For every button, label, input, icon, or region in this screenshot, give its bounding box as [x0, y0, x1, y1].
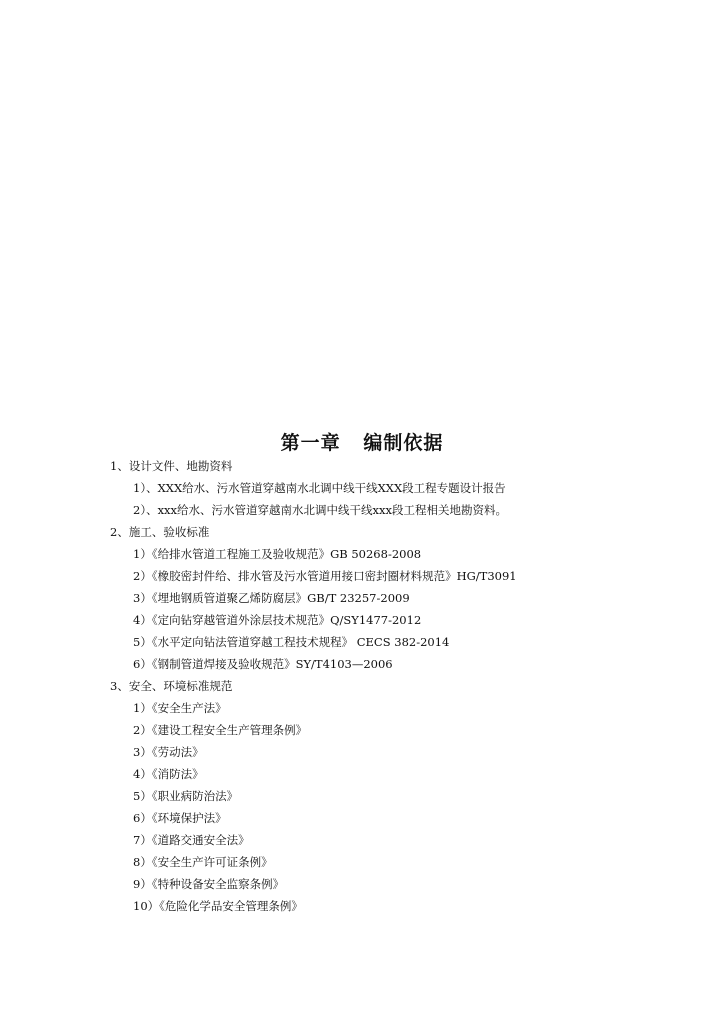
list-item: 4）《消防法》 — [133, 767, 204, 781]
list-item: 5）《职业病防治法》 — [133, 789, 239, 803]
list-item: 1）、XXX给水、污水管道穿越南水北调中线干线XXX段工程专题设计报告 — [133, 481, 506, 495]
list-item: 5）《水平定向钻法管道穿越工程技术规程》 CECS 382-2014 — [133, 635, 450, 649]
list-item: 10）《危险化学品安全管理条例》 — [133, 899, 303, 913]
section-heading-design-files: 1、设计文件、地勘资料 — [110, 459, 233, 473]
section-heading-safety-environment: 3、安全、环境标准规范 — [110, 679, 233, 693]
list-item: 2）、xxx给水、污水管道穿越南水北调中线干线xxx段工程相关地勘资料。 — [133, 503, 507, 517]
chapter-title: 第一章 编制依据 — [280, 432, 444, 454]
list-item: 6）《钢制管道焊接及验收规范》SY/T4103—2006 — [133, 657, 393, 671]
list-item: 3）《埋地钢质管道聚乙烯防腐层》GB/T 23257-2009 — [133, 591, 410, 605]
list-item: 1）《安全生产法》 — [133, 701, 227, 715]
list-item: 3）《劳动法》 — [133, 745, 204, 759]
section-heading-construction-standards: 2、施工、验收标准 — [110, 525, 210, 539]
list-item: 8）《安全生产许可证条例》 — [133, 855, 273, 869]
list-item: 2）《橡胶密封件给、排水管及污水管道用接口密封圈材料规范》HG/T3091 — [133, 569, 517, 583]
list-item: 4）《定向钻穿越管道外涂层技术规范》Q/SY1477-2012 — [133, 613, 422, 627]
list-item: 1）《给排水管道工程施工及验收规范》GB 50268-2008 — [133, 547, 422, 561]
list-item: 7）《道路交通安全法》 — [133, 833, 250, 847]
list-item: 2）《建设工程安全生产管理条例》 — [133, 723, 308, 737]
list-item: 6）《环境保护法》 — [133, 811, 227, 825]
list-item: 9）《特种设备安全监察条例》 — [133, 877, 285, 891]
